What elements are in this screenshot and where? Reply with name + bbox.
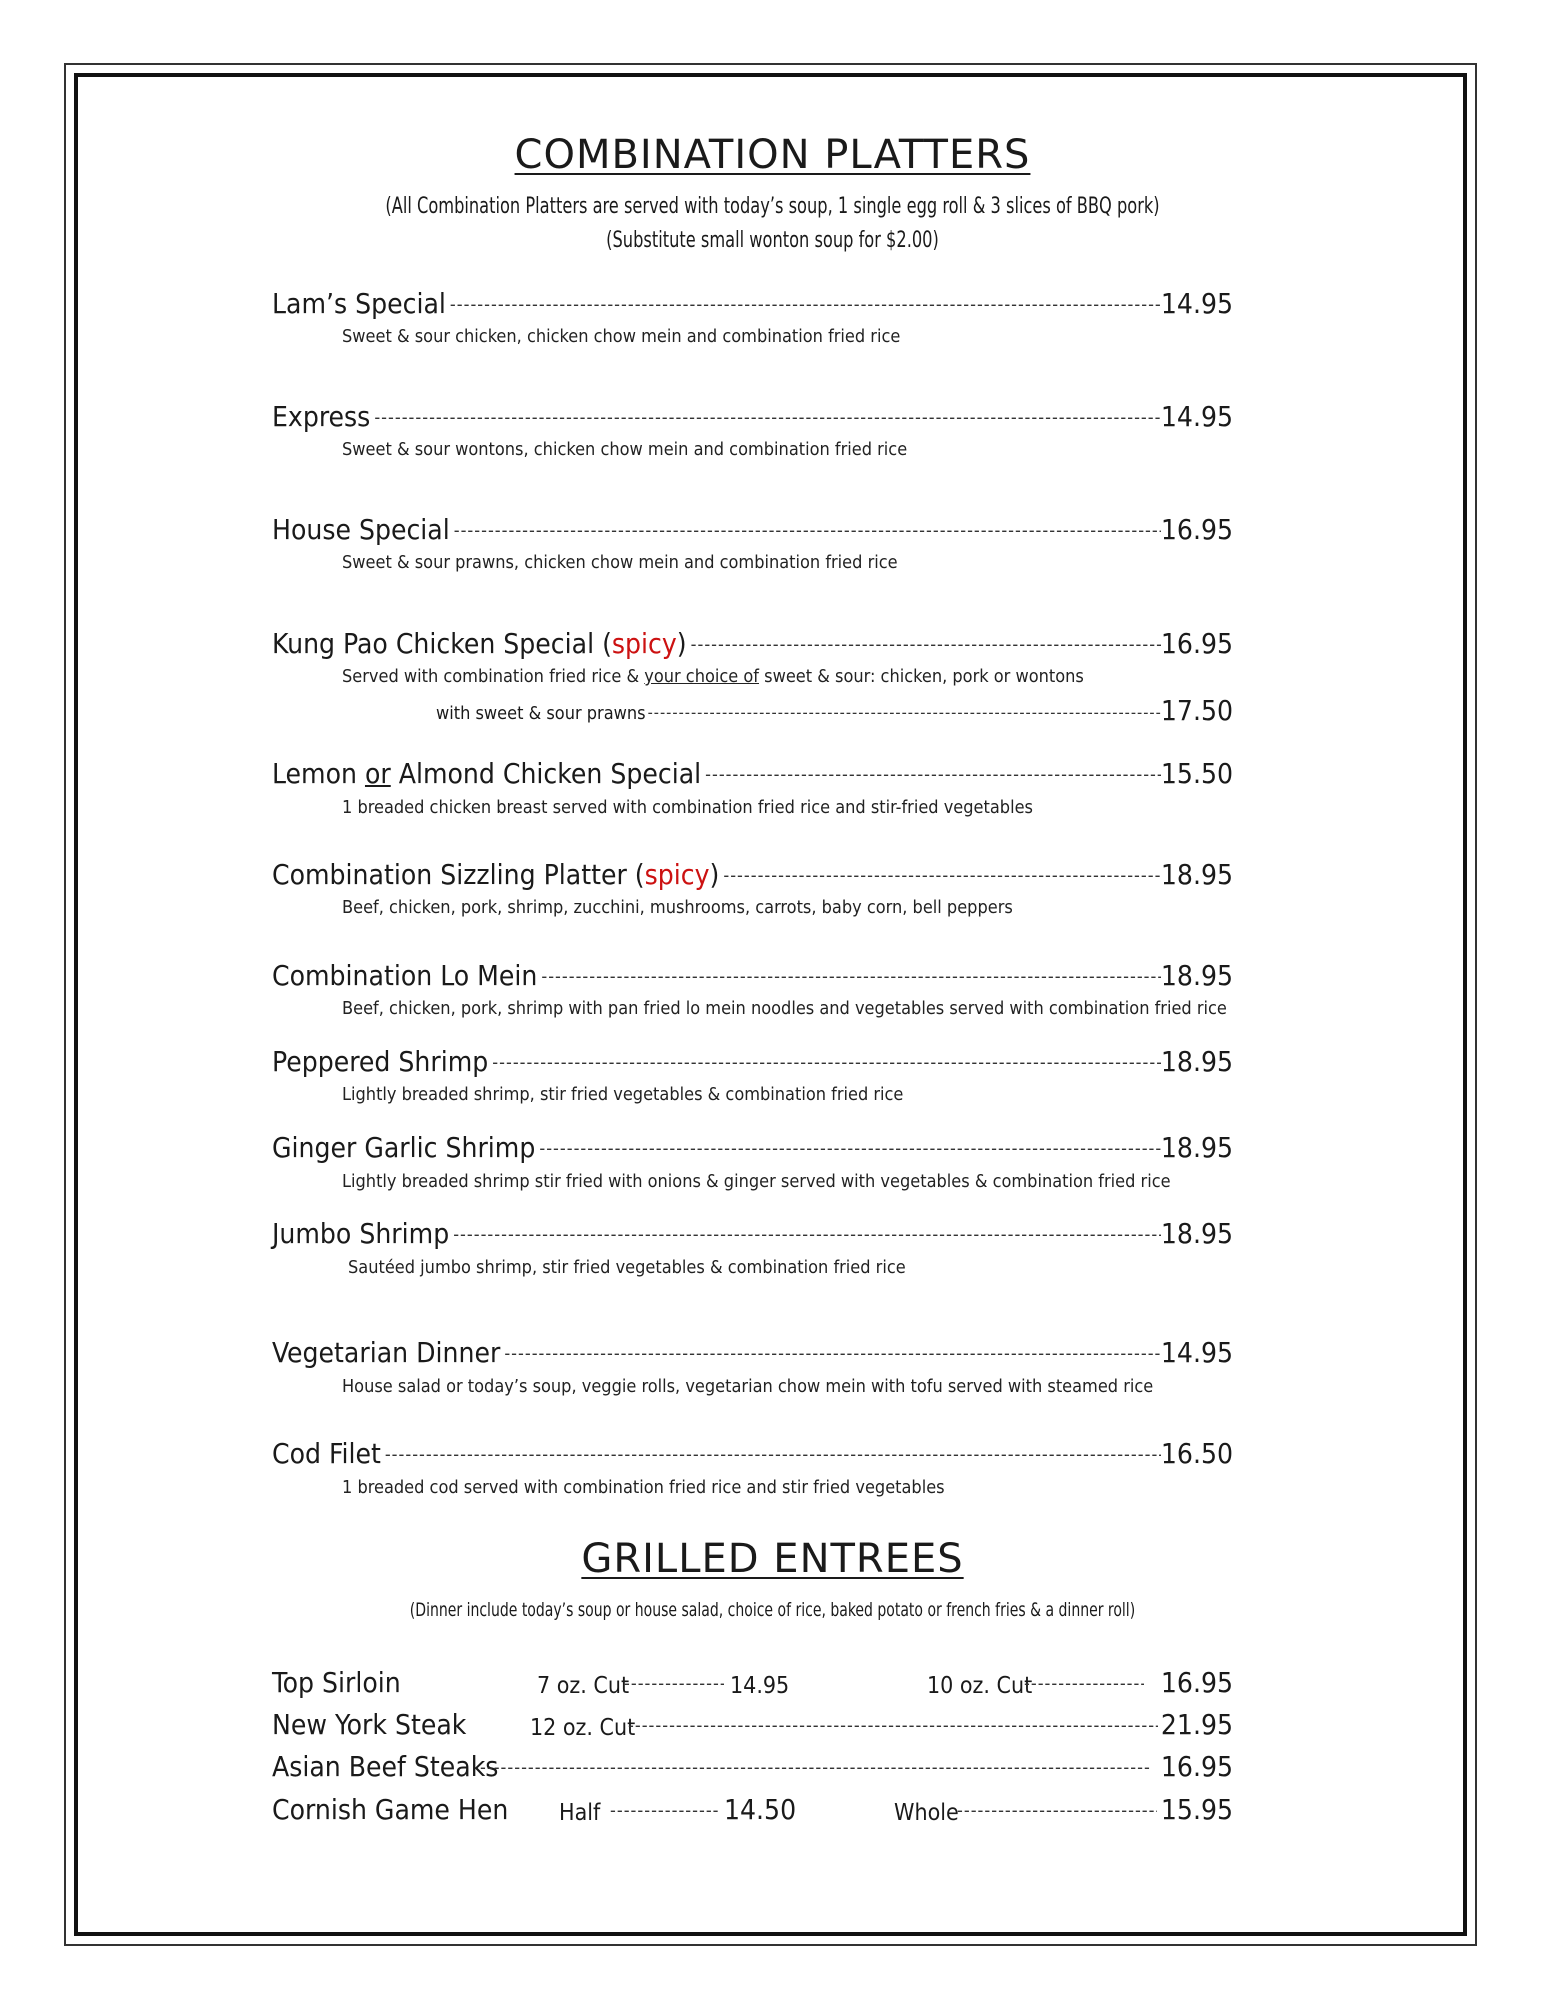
item-name: Combination Sizzling Platter (spicy)	[272, 858, 720, 891]
option-label: 10 oz. Cut	[927, 1673, 1033, 1699]
menu-item-combination-sizzling-platter	[272, 855, 1233, 891]
item-description: House salad or today’s soup, veggie rolls, vegetarian chow mein with tofu served with steamed rice	[342, 1376, 1154, 1397]
option-label: Half	[559, 1800, 601, 1826]
menu-item-vegetarian-dinner	[272, 1333, 1233, 1369]
dot-leader	[646, 703, 1161, 727]
dot-leader	[488, 1052, 1161, 1078]
option-price: 15.95	[1160, 1793, 1233, 1826]
dot-leader	[687, 634, 1161, 660]
subitem-label: with sweet & sour prawns	[436, 703, 646, 724]
option-price: 16.95	[1160, 1666, 1233, 1699]
dot-leader	[1024, 1673, 1144, 1694]
item-price: 16.95	[1160, 627, 1233, 660]
grilled-item-cornish-game-hen	[272, 1790, 1233, 1826]
dot-leader	[449, 1224, 1161, 1250]
dot-leader	[701, 764, 1161, 790]
item-description: Served with combination fried rice & your choice of sweet & sour: chicken, pork or wontons	[342, 666, 1084, 687]
option-label: 7 oz. Cut	[537, 1673, 630, 1699]
item-price: 18.95	[1160, 1217, 1233, 1250]
item-price: 18.95	[1160, 959, 1233, 992]
item-description: 1 breaded cod served with combination fried rice and stir fried vegetables	[342, 1477, 945, 1498]
item-description: 1 breaded chicken breast served with combination fried rice and stir-fried vegetables	[342, 797, 1033, 818]
dot-leader	[446, 294, 1161, 320]
item-price: 14.95	[1160, 287, 1233, 320]
item-name: New York Steak	[272, 1708, 467, 1741]
subitem-price: 17.50	[1160, 694, 1233, 727]
item-price: 18.95	[1160, 1045, 1233, 1078]
item-name: Cod Filet	[272, 1437, 381, 1470]
dot-leader	[450, 520, 1161, 546]
item-description: Sweet & sour wontons, chicken chow mein and combination fried rice	[342, 439, 908, 460]
item-price: 16.95	[1160, 513, 1233, 546]
item-price: 14.95	[1160, 400, 1233, 433]
menu-item-combination-lo-mein	[272, 956, 1233, 992]
option-price: 21.95	[1160, 1708, 1233, 1741]
item-name: Ginger Garlic Shrimp	[272, 1131, 536, 1164]
item-name: Combination Lo Mein	[272, 959, 538, 992]
item-description: Sweet & sour prawns, chicken chow mein and combination fried rice	[342, 552, 898, 573]
item-name: Asian Beef Steaks	[272, 1750, 499, 1783]
combination-note: (All Combination Platters are served with today’s soup, 1 single egg roll & 3 slices of BBQ pork)	[385, 194, 1160, 219]
item-name: Top Sirloin	[272, 1666, 401, 1699]
option-price: 14.50	[724, 1793, 797, 1826]
item-price: 15.50	[1160, 757, 1233, 790]
spicy-label: spicy	[644, 858, 710, 891]
item-description: Beef, chicken, pork, shrimp, zucchini, mushrooms, carrots, baby corn, bell peppers	[342, 897, 1013, 918]
menu-item-express	[272, 397, 1233, 433]
item-name: Jumbo Shrimp	[272, 1217, 450, 1250]
menu-item-house-special	[272, 510, 1233, 546]
item-price: 18.95	[1160, 858, 1233, 891]
dot-leader	[535, 1138, 1161, 1164]
item-description: Lightly breaded shrimp, stir fried vegetables & combination fried rice	[342, 1084, 904, 1105]
item-name: Cornish Game Hen	[272, 1793, 509, 1826]
option-label: 12 oz. Cut	[530, 1715, 636, 1741]
substitute-note: (Substitute small wonton soup for $2.00)	[606, 228, 939, 253]
menu-subitem-sweet-sour-prawns	[436, 695, 1233, 727]
item-description: Lightly breaded shrimp stir fried with onions & ginger served with vegetables & combination fried rice	[342, 1171, 1171, 1192]
menu-item-lams-special	[272, 284, 1233, 320]
dot-leader	[500, 1343, 1161, 1369]
item-name: Lemon or Almond Chicken Special	[272, 757, 702, 790]
menu-item-peppered-shrimp	[272, 1042, 1233, 1078]
item-description: Sautéed jumbo shrimp, stir fried vegetables & combination fried rice	[348, 1257, 906, 1278]
dot-leader	[480, 1757, 1150, 1778]
item-name: Kung Pao Chicken Special (spicy)	[272, 627, 687, 660]
dot-leader	[610, 1800, 718, 1821]
grilled-note: (Dinner include today’s soup or house salad, choice of rice, baked potato or french fries & a dinner roll)	[409, 1599, 1136, 1621]
menu-item-lemon-almond-chicken-special	[272, 754, 1233, 790]
grilled-item-new-york-steak	[272, 1705, 1233, 1741]
dot-leader	[370, 407, 1161, 433]
item-name: Express	[272, 400, 371, 433]
item-name: Lam’s Special	[272, 287, 446, 320]
dot-leader	[381, 1444, 1161, 1470]
item-name: House Special	[272, 513, 450, 546]
menu-item-ginger-garlic-shrimp	[272, 1128, 1233, 1164]
menu-item-jumbo-shrimp	[272, 1214, 1233, 1250]
grilled-entrees-heading: GRILLED ENTREES	[581, 1536, 964, 1582]
item-description: Beef, chicken, pork, shrimp with pan fried lo mein noodles and vegetables served with combination fried rice	[342, 998, 1227, 1019]
item-price: 18.95	[1160, 1131, 1233, 1164]
dot-leader	[624, 1673, 724, 1694]
menu-item-cod-filet	[272, 1434, 1233, 1470]
grilled-item-top-sirloin	[272, 1663, 1233, 1699]
dot-leader	[957, 1800, 1157, 1821]
item-price: 14.95	[1160, 1336, 1233, 1369]
item-name: Vegetarian Dinner	[272, 1336, 501, 1369]
option-label: Whole	[894, 1800, 959, 1826]
option-price: 16.95	[1160, 1750, 1233, 1783]
dot-leader	[628, 1715, 1158, 1736]
combination-platters-heading: COMBINATION PLATTERS	[514, 132, 1031, 178]
item-name: Peppered Shrimp	[272, 1045, 489, 1078]
spicy-label: spicy	[611, 627, 677, 660]
menu-item-kung-pao-chicken-special	[272, 624, 1233, 660]
grilled-item-asian-beef-steaks	[272, 1747, 1233, 1783]
item-description: Sweet & sour chicken, chicken chow mein and combination fried rice	[342, 326, 901, 347]
dot-leader	[537, 966, 1161, 992]
option-price: 14.95	[730, 1673, 790, 1699]
item-price: 16.50	[1160, 1437, 1233, 1470]
dot-leader	[719, 865, 1161, 891]
